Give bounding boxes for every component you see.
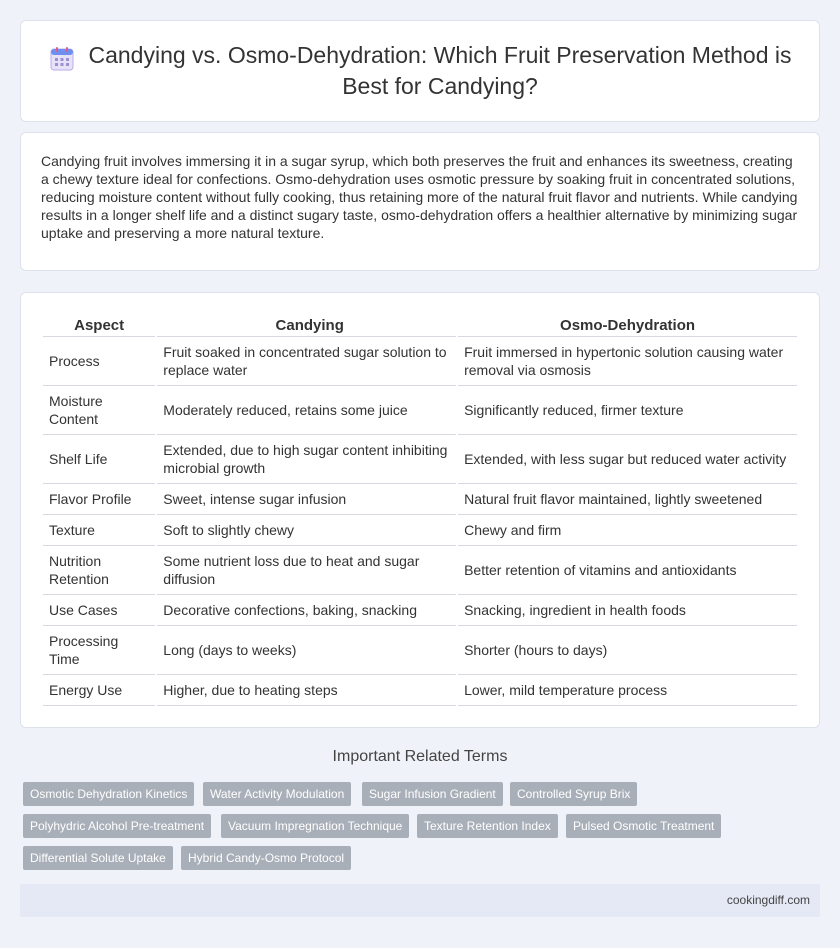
cell-aspect: Texture — [43, 515, 155, 546]
cell-osmo: Extended, with less sugar but reduced water activity — [458, 435, 797, 484]
related-term-tag[interactable]: Water Activity Modulation — [203, 782, 351, 806]
cell-osmo: Snacking, ingredient in health foods — [458, 595, 797, 626]
related-terms-section — [20, 748, 820, 865]
intro-paragraph: Candying fruit involves immersing it in a sugar syrup, which both preserves the fruit and enhances its sweetness, creating a chewy texture ideal for confections. Osmo-dehydration uses osmotic pressure by soaking fruit in concentrated solutions, reducing moisture content without fully cooking, thus retaining more of the natural fruit flavor and nutrients. While candying results in a longer shelf life and a distinct sugary taste, osmo-dehydration offers a healthier alternative by minimizing sugar uptake and preserving a more natural texture. — [41, 153, 798, 241]
cell-osmo: Natural fruit flavor maintained, lightly sweetened — [458, 484, 797, 515]
cell-candying: Extended, due to high sugar content inhibiting microbial growth — [157, 435, 456, 484]
table-row — [43, 484, 797, 515]
cell-osmo: Significantly reduced, firmer texture — [458, 386, 797, 435]
table-row — [43, 435, 797, 484]
related-terms-title: Important Related Terms — [332, 748, 508, 765]
cell-osmo: Lower, mild temperature process — [458, 675, 797, 706]
cell-candying: Soft to slightly chewy — [157, 515, 456, 546]
comparison-table — [41, 315, 799, 706]
related-term-tag[interactable]: Texture Retention Index — [417, 814, 558, 838]
related-term-tag[interactable]: Pulsed Osmotic Treatment — [566, 814, 721, 838]
table-row — [43, 626, 797, 675]
related-term-tag[interactable]: Controlled Syrup Brix — [510, 782, 637, 806]
related-term-tag[interactable]: Osmotic Dehydration Kinetics — [23, 782, 194, 806]
cell-candying: Decorative confections, baking, snacking — [157, 595, 456, 626]
cell-candying: Moderately reduced, retains some juice — [157, 386, 456, 435]
cell-osmo: Fruit immersed in hypertonic solution causing water removal via osmosis — [458, 337, 797, 386]
column-header-aspect: Aspect — [43, 315, 155, 337]
page-title: Candying vs. Osmo-Dehydration: Which Fruit Preservation Method is Best for Candying? — [88, 42, 792, 99]
related-term-tag[interactable]: Vacuum Impregnation Technique — [221, 814, 409, 838]
cell-osmo: Shorter (hours to days) — [458, 626, 797, 675]
cell-aspect: Nutrition Retention — [43, 546, 155, 595]
cell-aspect: Process — [43, 337, 155, 386]
footer — [20, 884, 820, 917]
cell-aspect: Use Cases — [43, 595, 155, 626]
cell-aspect: Processing Time — [43, 626, 155, 675]
related-term-tag[interactable]: Sugar Infusion Gradient — [362, 782, 503, 806]
cell-candying: Fruit soaked in concentrated sugar solution to replace water — [157, 337, 456, 386]
column-header-osmo: Osmo-Dehydration — [458, 315, 797, 337]
cell-aspect: Flavor Profile — [43, 484, 155, 515]
table-row — [43, 595, 797, 626]
cell-osmo: Better retention of vitamins and antioxidants — [458, 546, 797, 595]
comparison-card — [20, 292, 820, 728]
intro-card — [20, 132, 820, 271]
table-row — [43, 675, 797, 706]
table-row — [43, 386, 797, 435]
related-term-tag[interactable]: Polyhydric Alcohol Pre-treatment — [23, 814, 211, 838]
footer-site[interactable]: cookingdiff.com — [726, 893, 810, 907]
cell-candying: Higher, due to heating steps — [157, 675, 456, 706]
cell-candying: Sweet, intense sugar infusion — [157, 484, 456, 515]
related-term-tag[interactable]: Differential Solute Uptake — [23, 846, 173, 870]
cell-aspect: Shelf Life — [43, 435, 155, 484]
table-row — [43, 546, 797, 595]
cell-candying: Some nutrient loss due to heat and sugar diffusion — [157, 546, 456, 595]
cell-aspect: Moisture Content — [43, 386, 155, 435]
cell-candying: Long (days to weeks) — [157, 626, 456, 675]
cell-aspect: Energy Use — [43, 675, 155, 706]
column-header-candying: Candying — [157, 315, 456, 337]
table-row — [43, 337, 797, 386]
table-row — [43, 515, 797, 546]
title-card — [20, 20, 820, 122]
table-header-row — [43, 315, 797, 337]
cell-osmo: Chewy and firm — [458, 515, 797, 546]
related-term-tag[interactable]: Hybrid Candy-Osmo Protocol — [181, 846, 351, 870]
